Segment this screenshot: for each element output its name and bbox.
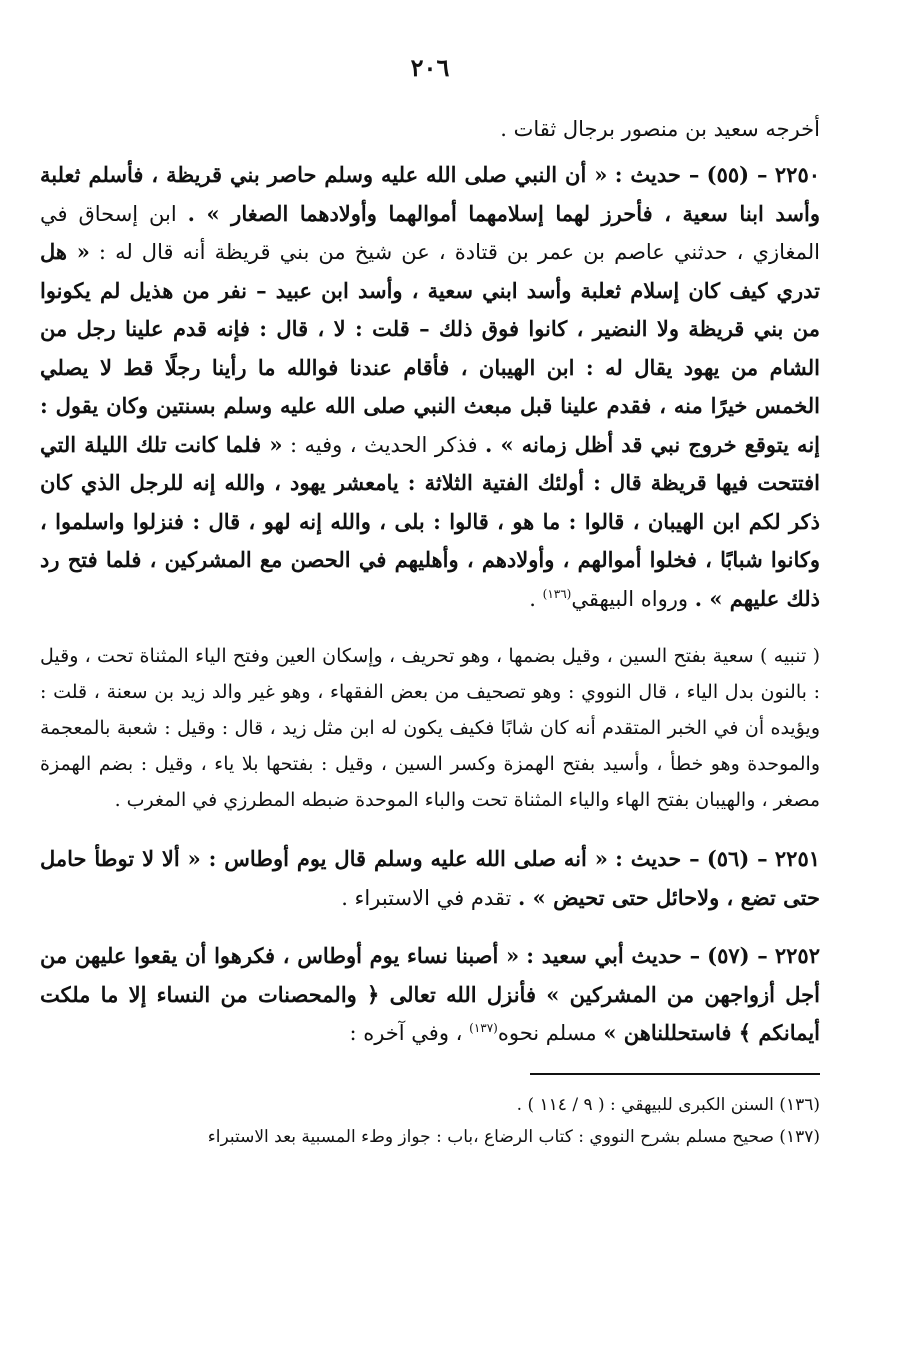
hadith-2250: ٢٢٥٠ – (٥٥) – حديث : « أن النبي صلى الله عليه وسلم حاصر بني قريظة ، فأسلم ثعلبة وأسد ابنا سعية ، فأحرز لهما إسلامهما أموالهما وأولادهما الصغار » . ابن إسحاق في المغازي ، حدثني عاصم بن عمر بن قتادة ، عن شيخ من بني قريظة أنه قال له : « هل تدري كيف كان إسلام ثعلبة وأسد ابني سعية ، وأسد ابن عبيد – نفر من هذيل لم يكونوا من بني قريظة ولا النضير ، كانوا فوق ذلك – قلت : لا ، قال : فإنه قدم علينا رجل من الشام من يهود يقال له : ابن الهيبان ، فأقام عندنا فوالله ما رأينا رجلًا قط لا يصلي الخمس خيرًا منه ، فقدم علينا قبل مبعث النبي صلى الله عليه وسلم بسنتين وكان يقول : إنه يتوقع خروج نبي قد أظل زمانه » . فذكر الحديث ، وفيه : « فلما كانت تلك الليلة التي افتتحت فيها قريظة قال : أولئك الفتية الثلاثة : يامعشر يهود ، والله إنه للرجل الذي كان ذكر لكم ابن الهيبان ، قالوا : ما هو ، قالوا : بلى ، والله إنه لهو ، قال : فنزلوا واسلموا ، وكانوا شبابًا ، فخلوا أموالهم ، وأولادهم ، وأهليهم في الحصن مع المشركين ، فلما فتح رد ذلك عليهم » . ورواه البيهقي$^{(١٣٦)}$ .: [40, 162, 821, 611]
hadith-text: « أصبنا نساء يوم أوطاس ، فكرهوا أن يقعوا عليهن من أجل أزواجهن من المشركين » فأنزل الله تعالى ﴿ والمحصنات من النساء إلا ما ملكت أيمانكم ﴾ فاستحللناهن »: [40, 943, 820, 1045]
footnote-136: (١٣٦) السنن الكبرى للبيهقي : ( ٩ / ١١٤ ) .: [516, 1094, 820, 1115]
hadith-ending: ورواه البيهقي: [571, 586, 689, 611]
hadith-text: « أنه صلى الله عليه وسلم قال يوم أوطاس : « ألا لا توطأ حامل حتى تضع ، ولاحائل حتى تحيض » .: [40, 846, 820, 910]
footnote-ref: (١٣٧): [469, 1021, 498, 1035]
footnote-137: (١٣٧) صحيح مسلم بشرح النووي : كتاب الرضاع ،باب : جواز وطء المسبية بعد الاستبراء: [207, 1126, 820, 1147]
hadith-number: ٢٢٥٠: [774, 162, 821, 187]
hadith-index: (٥٧): [707, 943, 750, 968]
hadith-index: (٥٥): [706, 162, 750, 187]
footnote-separator: [530, 1073, 820, 1075]
hadith-commentary: ابن إسحاق في المغازي ، حدثني عاصم بن عمر بن قتادة ، عن شيخ من بني قريظة أنه قال له :: [40, 201, 821, 264]
hadith-quote2: « فلما كانت تلك الليلة التي افتتحت فيها قريظة قال : أولئك الفتية الثلاثة : يامعشر يهود ، والله إنه للرجل الذي كان ذكر لكم ابن الهيبان ، قالوا : ما هو ، قالوا : بلى ، والله إنه لهو ، قال : فنزلوا واسلموا ، وكانوا شبابًا ، فخلوا أموالهم ، وأولادهم ، وأهليهم في الحصن مع المشركين ، فلما فتح رد ذلك عليهم » .: [40, 431, 820, 611]
hadith-label: – حديث أبي سعيد :: [526, 943, 701, 968]
hadith-quote: « هل تدري كيف كان إسلام ثعلبة وأسد ابني سعية ، وأسد ابن عبيد – نفر من هذيل لم يكونوا من بني قريظة ولا النضير ، كانوا فوق ذلك – قلت : لا ، قال : فإنه قدم علينا رجل من الشام من يهود يقال له : ابن الهيبان ، فأقام عندنا فوالله ما رأينا رجلًا قط لا يصلي الخمس خيرًا منه ، فقدم علينا قبل مبعث النبي صلى الله عليه وسلم بسنتين وكان يقول : إنه يتوقع خروج نبي قد أظل زمانه » .: [40, 239, 820, 457]
hadith-2251: ٢٢٥١ – (٥٦) – حديث : « أنه صلى الله عليه وسلم قال يوم أوطاس : « ألا لا توطأ حامل حتى تضع ، ولاحائل حتى تحيض » . تقدم في الاستبراء .: [40, 846, 821, 910]
hadith-label: – حديث :: [614, 162, 700, 187]
hadith-index: (٥٦): [706, 846, 750, 871]
lead-line: أخرجه سعيد بن منصور برجال ثقات .: [500, 117, 820, 141]
hadith-label: – حديث :: [615, 846, 700, 871]
hadith-ending: تقدم في الاستبراء .: [341, 885, 512, 910]
document-page: [40, 48, 820, 1153]
footnote-ref: (١٣٦): [542, 586, 572, 601]
hadith-ending: مسلم نحوه: [497, 1021, 597, 1045]
hadith-number: ٢٢٥٢: [774, 943, 820, 968]
tanbih-note: ( تنبيه ) سعية بفتح السين ، وقيل بضمها ، وهو تحريف ، وإسكان العين وفتح الياء المثناة تحت ، وقيل : بالنون بدل الياء ، قال النووي : وهو تصحيف من بعض الفقهاء ، وهو غير والد زيد بن سعنة ، قلت : ويؤيده أن في الخبر المتقدم أنه كان شابًا فكيف يكون له ابن مثل زيد ، قال : وقيل : شعبة بالمعجمة والموحدة وهو خطأ ، وأسيد بفتح الهمزة وكسر السين ، وقيل : بفتحها بلا ياء ، وقيل : بضم الهمزة مصغر ، والهيبان بفتح الهاء والياء المثناة تحت والباء الموحدة ضبطه المطرزي في المغرب .: [40, 645, 820, 811]
footnotes: [40, 1089, 820, 1153]
hadith-ending-tail: ، وفي آخره :: [349, 1021, 463, 1045]
hadith-2252: ٢٢٥٢ – (٥٧) – حديث أبي سعيد : « أصبنا نساء يوم أوطاس ، فكرهوا أن يقعوا عليهن من أجل أزواجهن من المشركين » فأنزل الله تعالى ﴿ والمحصنات من النساء إلا ما ملكت أيمانكم ﴾ فاستحللناهن » مسلم نحوه$^{(١٣٧)}$ ، وفي آخره :: [40, 943, 820, 1045]
hadith-middle: فذكر الحديث ، وفيه :: [289, 432, 478, 457]
page-number: ٢٠٦: [410, 53, 450, 82]
hadith-text: « أن النبي صلى الله عليه وسلم حاصر بني قريظة ، فأسلم ثعلبة وأسد ابنا سعية ، فأحرز لهما إسلامهما أموالهما وأولادهما الصغار » .: [40, 162, 820, 226]
hadith-number: ٢٢٥١: [774, 846, 821, 871]
